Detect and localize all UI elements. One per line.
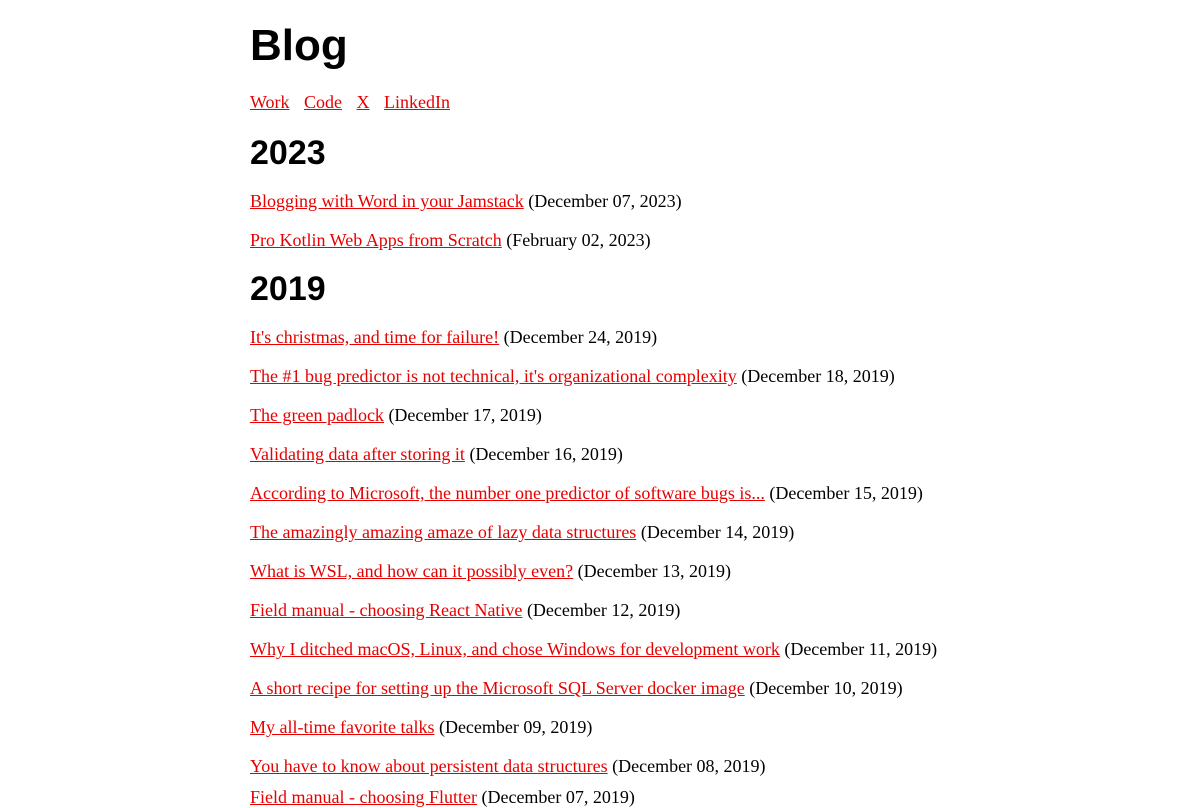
nav-links	[250, 91, 460, 113]
post-date: (December 10, 2019)	[749, 678, 903, 698]
post-item	[250, 326, 657, 348]
nav-link-work[interactable]: Work	[250, 92, 290, 112]
post-date: (December 13, 2019)	[577, 561, 732, 581]
post-item	[250, 482, 923, 504]
post-link[interactable]: What is WSL, and how can it possibly even?	[250, 561, 574, 581]
post-link[interactable]: A short recipe for setting up the Microsoft SQL Server docker image	[250, 678, 745, 698]
post-link[interactable]: The green padlock	[250, 405, 384, 425]
post-item	[250, 560, 731, 582]
page-title: Blog	[250, 21, 348, 70]
post-link[interactable]: Why I ditched macOS, Linux, and chose Windows for development work	[250, 639, 780, 659]
post-date: (December 24, 2019)	[503, 327, 658, 347]
post-date: (December 07, 2019)	[481, 787, 635, 807]
post-link[interactable]: You have to know about persistent data structures	[250, 756, 608, 776]
post-link[interactable]: Blogging with Word in your Jamstack	[250, 191, 524, 211]
post-link[interactable]: According to Microsoft, the number one predictor of software bugs is...	[250, 483, 765, 503]
year-heading-2023: 2023	[250, 134, 326, 172]
post-date: (December 18, 2019)	[741, 366, 895, 386]
post-item	[250, 229, 651, 251]
nav-link-x[interactable]: X	[356, 92, 370, 112]
post-link[interactable]: It's christmas, and time for failure!	[250, 327, 500, 347]
post-link[interactable]: The #1 bug predictor is not technical, it's organizational complexity	[250, 366, 737, 386]
post-date: (December 15, 2019)	[769, 483, 923, 503]
post-item	[250, 755, 766, 777]
post-link[interactable]: The amazingly amazing amaze of lazy data structures	[250, 522, 637, 542]
nav-link-linkedin[interactable]: LinkedIn	[384, 92, 451, 112]
post-date: (February 02, 2023)	[506, 230, 651, 250]
post-item	[250, 365, 895, 387]
post-item	[250, 443, 623, 465]
post-item	[250, 404, 542, 426]
post-date: (December 17, 2019)	[388, 405, 542, 425]
post-item	[250, 599, 680, 621]
post-date: (December 08, 2019)	[612, 756, 766, 776]
post-date: (December 11, 2019)	[784, 639, 938, 659]
year-heading-2019: 2019	[250, 270, 326, 308]
post-item	[250, 677, 903, 699]
post-item	[250, 638, 937, 660]
nav-link-code[interactable]: Code	[304, 92, 343, 112]
post-date: (December 16, 2019)	[469, 444, 623, 464]
post-date: (December 07, 2023)	[528, 191, 682, 211]
post-link[interactable]: Field manual - choosing Flutter	[250, 787, 477, 807]
post-date: (December 12, 2019)	[526, 600, 681, 620]
post-date: (December 14, 2019)	[640, 522, 795, 542]
post-item	[250, 521, 794, 543]
post-item	[250, 786, 635, 808]
post-item	[250, 716, 592, 738]
post-date: (December 09, 2019)	[438, 717, 593, 737]
post-item	[250, 190, 682, 212]
post-link[interactable]: My all-time favorite talks	[250, 717, 435, 737]
post-link[interactable]: Pro Kotlin Web Apps from Scratch	[250, 230, 502, 250]
post-link[interactable]: Field manual - choosing React Native	[250, 600, 523, 620]
post-link[interactable]: Validating data after storing it	[250, 444, 465, 464]
